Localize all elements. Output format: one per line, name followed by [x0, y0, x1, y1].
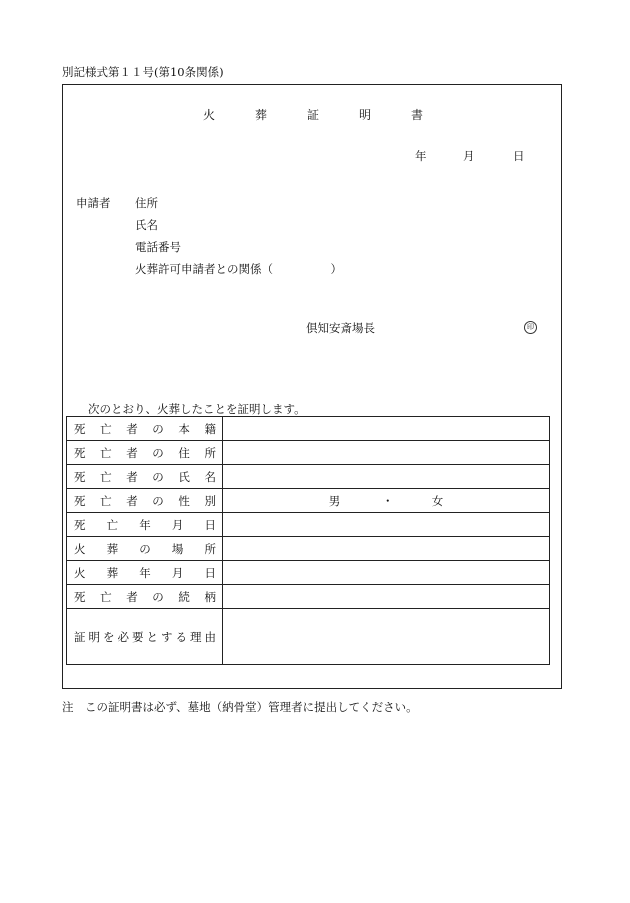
form-id: 別記様式第１１号(第10条関係) [62, 65, 224, 79]
sex-option-female: 女 [431, 493, 444, 508]
applicant-phone-label: 電話番号 [135, 240, 181, 254]
applicant-name-label: 氏名 [135, 218, 158, 232]
row-value-cremation-place [223, 537, 550, 561]
row-value-cremation-date [223, 561, 550, 585]
row-value-sex [223, 489, 550, 513]
row-label-cremation-place: 火葬の場所 [67, 537, 223, 561]
table-row [67, 489, 550, 513]
row-label-domicile: 死亡者の本籍 [67, 417, 223, 441]
row-value-death-date [223, 513, 550, 537]
row-value-address [223, 441, 550, 465]
certificate-table [66, 416, 550, 665]
table-row [67, 537, 550, 561]
table-row [67, 417, 550, 441]
issuer-title: 倶知安斎場長 [306, 321, 375, 335]
date-month-label: 月 [463, 149, 475, 163]
row-value-domicile [223, 417, 550, 441]
applicant-label: 申請者 [76, 196, 111, 210]
footer-note: 注 この証明書は必ず、墓地（納骨堂）管理者に提出してください。 [62, 700, 418, 714]
table-row [67, 561, 550, 585]
row-label-death-date: 死亡年月日 [67, 513, 223, 537]
document-title: 火 葬 証 明 書 [202, 108, 437, 122]
row-label-relationship: 死亡者の続柄 [67, 585, 223, 609]
date-day-label: 日 [513, 149, 525, 163]
row-value-name [223, 465, 550, 489]
row-label-reason: 証明を必要とする理由 [67, 609, 223, 665]
table-row [67, 585, 550, 609]
sex-option-male: 男 [328, 493, 341, 508]
table-row [67, 609, 550, 665]
applicant-address-label: 住所 [135, 196, 158, 210]
row-label-name: 死亡者の氏名 [67, 465, 223, 489]
row-label-sex: 死亡者の性別 [67, 489, 223, 513]
certification-statement: 次のとおり、火葬したことを証明します。 [88, 402, 306, 416]
certificate-frame [62, 84, 562, 689]
table-row [67, 465, 550, 489]
row-label-cremation-date: 火葬年月日 [67, 561, 223, 585]
table-row [67, 513, 550, 537]
seal-mark: 印 [524, 321, 537, 334]
row-label-address: 死亡者の住所 [67, 441, 223, 465]
row-value-reason [223, 609, 550, 665]
applicant-relation-label: 火葬許可申請者との関係（ ） [135, 262, 342, 276]
table-row [67, 441, 550, 465]
sex-option-separator: ・ [382, 493, 394, 508]
row-value-relationship [223, 585, 550, 609]
date-year-label: 年 [415, 149, 427, 163]
